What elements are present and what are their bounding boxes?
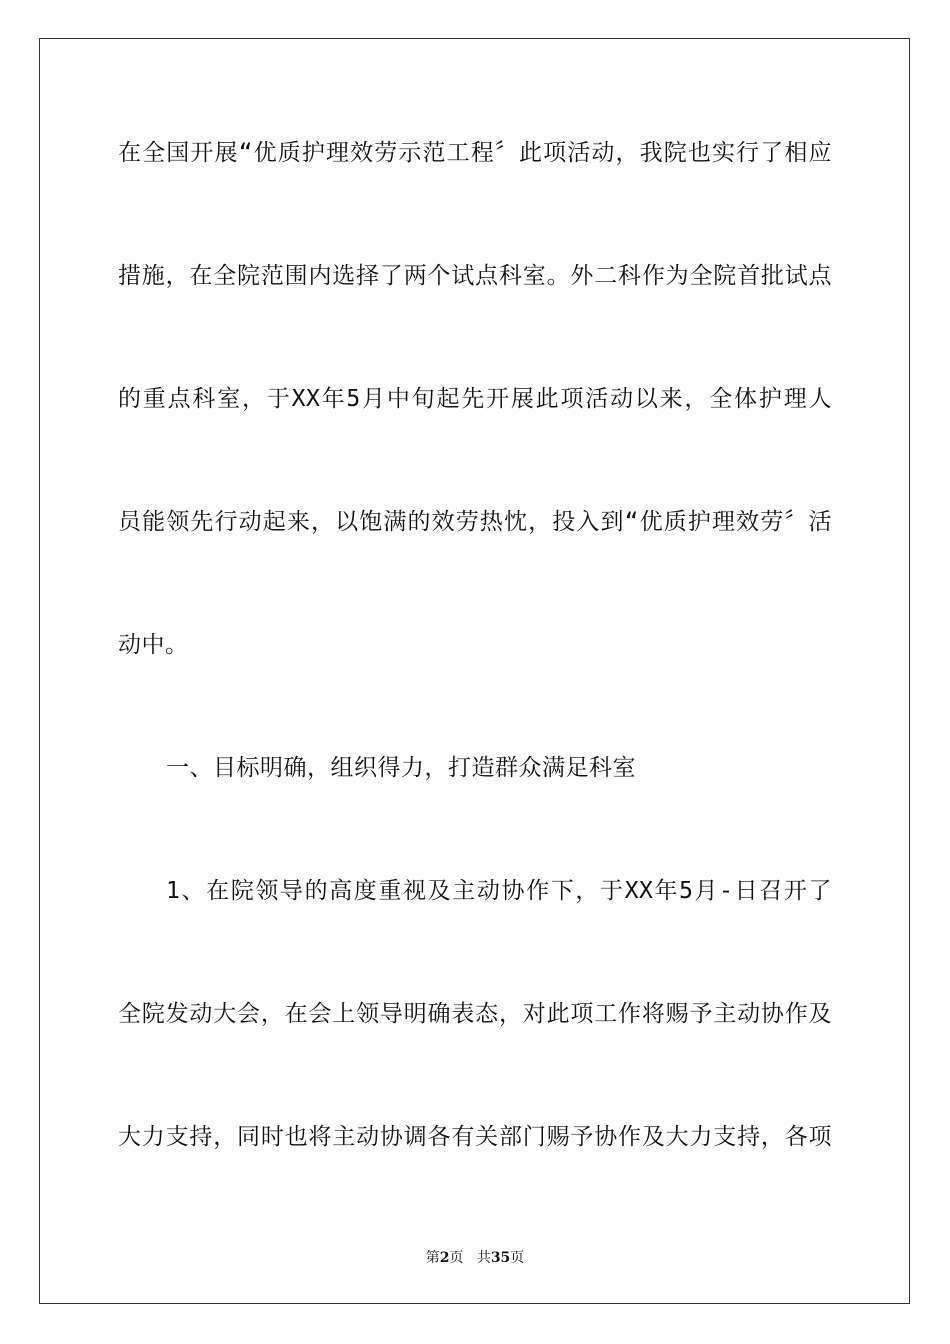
page-border [39, 38, 910, 1304]
footer-page-unit: 页 [449, 1250, 464, 1266]
body-line-7: 1、在院领导的高度重视及主动协作下，于XX年5月-日召开了 [166, 878, 832, 904]
footer-total-unit: 页 [510, 1250, 525, 1266]
body-line-1: 在全国开展“优质护理效劳示范工程〞此项活动，我院也实行了相应 [118, 140, 832, 166]
body-line-8: 全院发动大会，在会上领导明确表态，对此项工作将赐予主动协作及 [118, 1001, 832, 1027]
body-line-4: 员能领先行动起来，以饱满的效劳热忱，投入到“优质护理效劳〞活 [118, 509, 832, 535]
body-line-3: 的重点科室，于XX年5月中旬起先开展此项活动以来，全体护理人 [118, 386, 832, 412]
section-heading: 一、目标明确，组织得力，打造群众满足科室 [166, 755, 636, 781]
footer-page-number: 2 [439, 1250, 450, 1266]
body-line-9: 大力支持，同时也将主动协调各有关部门赐予协作及大力支持，各项 [118, 1124, 832, 1150]
page-footer [0, 1247, 950, 1267]
body-line-5: 动中。 [118, 632, 189, 658]
footer-prefix: 第 [425, 1250, 440, 1266]
body-line-2: 措施，在全院范围内选择了两个试点科室。外二科作为全院首批试点 [118, 263, 832, 289]
footer-total-prefix: 共 [476, 1250, 491, 1266]
footer-total-pages: 35 [490, 1250, 511, 1266]
